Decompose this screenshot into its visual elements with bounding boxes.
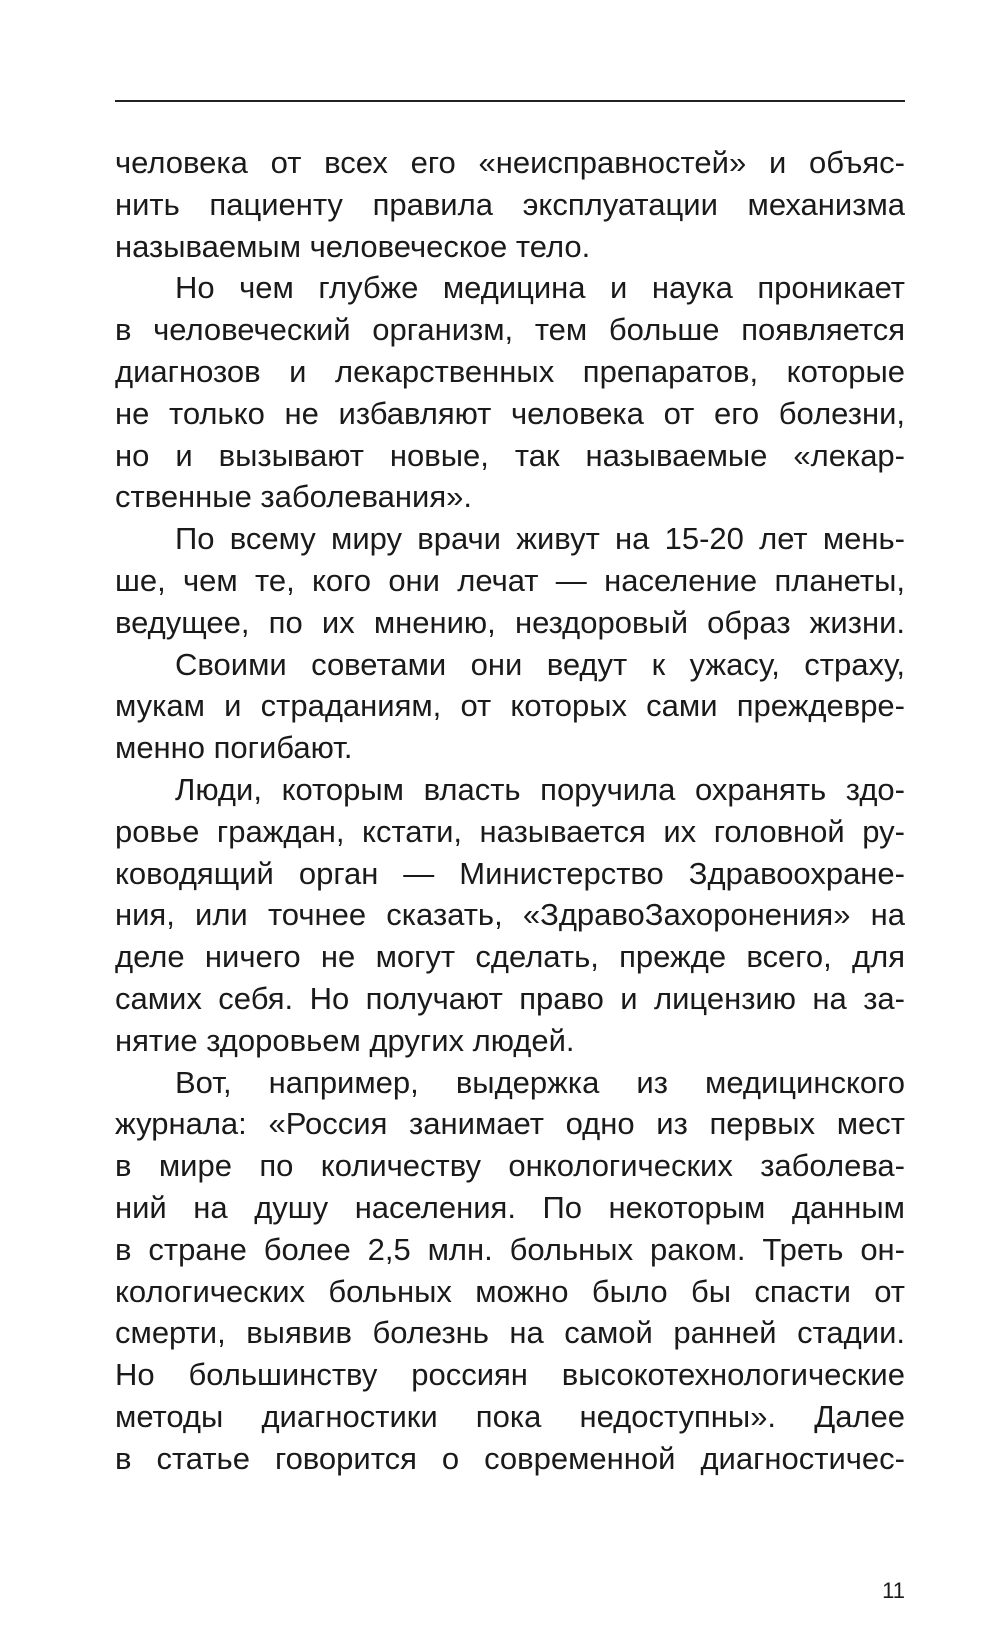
text-line: ния, или точнее сказать, «ЗдравоЗахоронения» на [115, 897, 905, 933]
text-line: журнала: «Россия занимает одно из первых мест [115, 1106, 905, 1142]
text-line: кологических больных можно было бы спасти от [115, 1273, 905, 1309]
text-line: По всему миру врачи живут на 15-20 лет мень- [175, 521, 905, 557]
text-line: Но большинству россиян высокотехнологические [115, 1357, 905, 1393]
text-line: в мире по количеству онкологических заболева- [115, 1148, 905, 1184]
text-line: ний на душу населения. По некоторым данным [115, 1189, 905, 1225]
text-line: но и вызывают новые, так называемые «лекар- [115, 437, 905, 473]
text-line: ведущее, по их мнению, нездоровый образ жизни. [115, 604, 905, 640]
text-line: Люди, которым власть поручила охранять здо- [175, 771, 905, 807]
page-number: 11 [882, 1578, 905, 1603]
text-line: мукам и страданиям, от которых сами преждевре- [115, 688, 905, 724]
text-line: в статье говорится о современной диагностичес- [115, 1440, 905, 1476]
text-line: менно погибают. [115, 730, 353, 766]
text-line: самих себя. Но получают право и лицензию на за- [115, 980, 905, 1016]
text-line: в человеческий организм, тем больше появляется [115, 312, 905, 348]
text-line: смерти, выявив болезнь на самой ранней стадии. [115, 1315, 905, 1351]
body-text [115, 142, 905, 1480]
text-line: ше, чем те, кого они лечат — население планеты, [115, 562, 905, 598]
text-line: называемым человеческое тело. [115, 228, 591, 264]
text-line: ственные заболевания». [115, 479, 472, 515]
text-line: Вот, например, выдержка из медицинского [175, 1064, 905, 1100]
text-line: методы диагностики пока недоступны». Далее [115, 1398, 905, 1434]
text-line: нятие здоровьем других людей. [115, 1022, 575, 1058]
text-line: Но чем глубже медицина и наука проникает [175, 270, 905, 306]
text-line: человека от всех его «неисправностей» и объяс- [115, 145, 905, 180]
text-line: в стране более 2,5 млн. больных раком. Треть он- [115, 1231, 905, 1267]
text-line: деле ничего не могут сделать, прежде всего, для [115, 939, 905, 975]
text-line: диагнозов и лекарственных препаратов, которые [115, 353, 905, 389]
text-line: ровье граждан, кстати, называется их головной ру- [115, 813, 905, 849]
header-rule [115, 100, 905, 102]
text-line: не только не избавляют человека от его болезни, [115, 395, 905, 431]
text-line: ководящий орган — Министерство Здравоохране- [115, 855, 905, 891]
text-line: Своими советами они ведут к ужасу, страху, [175, 646, 905, 682]
text-line: нить пациенту правила эксплуатации механизма [115, 186, 905, 222]
